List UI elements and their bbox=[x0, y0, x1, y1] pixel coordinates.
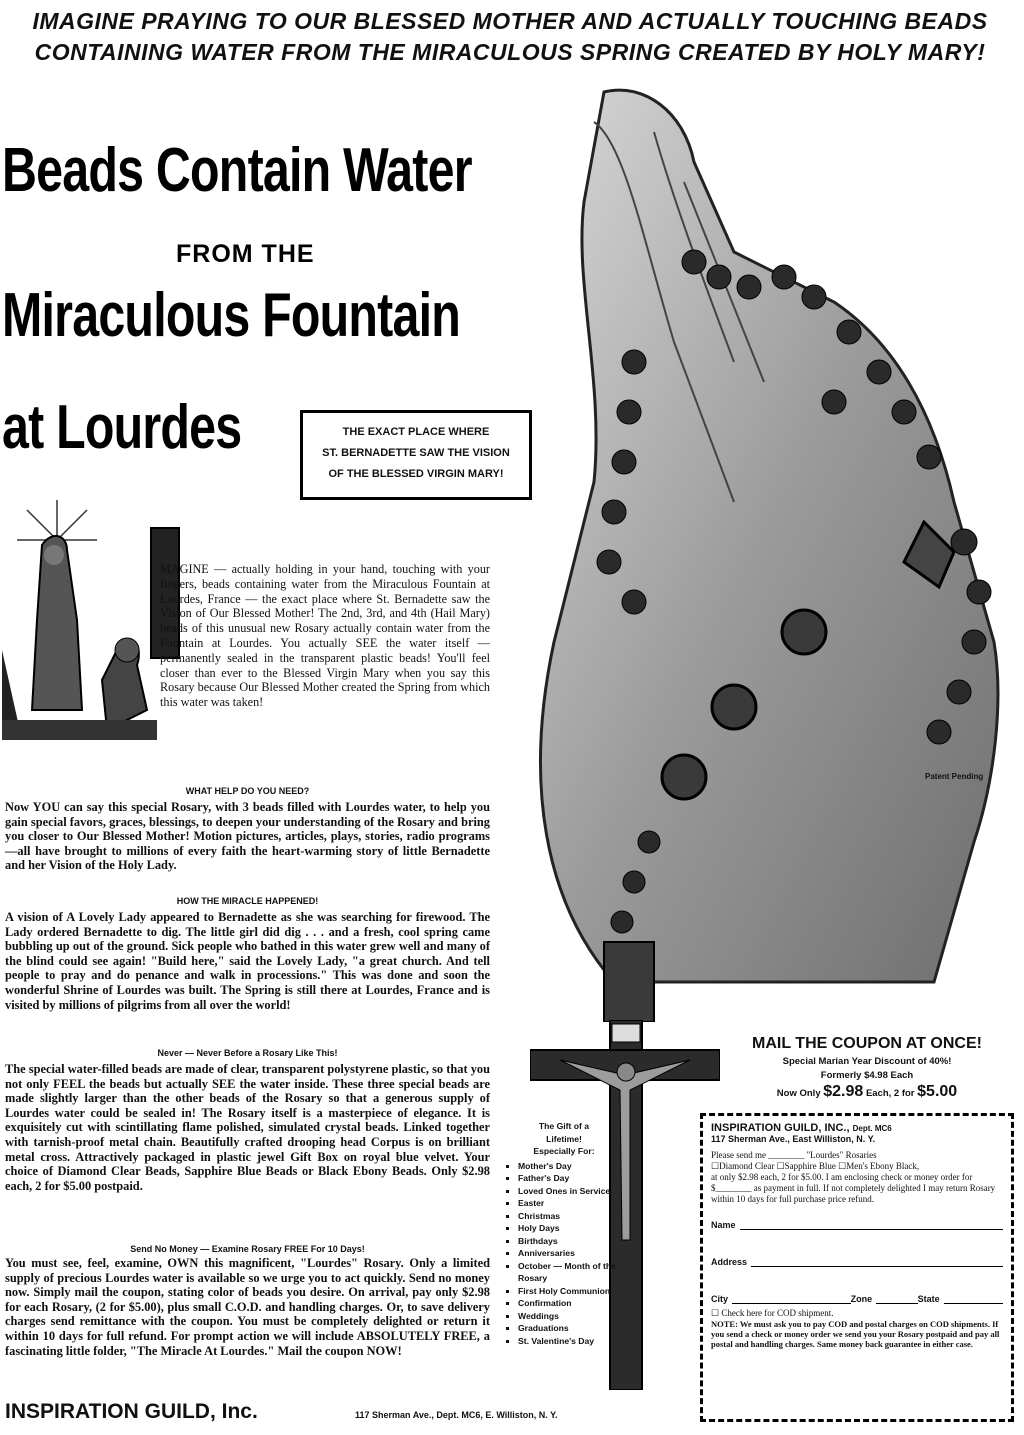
headline-line-4: at Lourdes bbox=[2, 393, 242, 462]
option-checkbox[interactable]: ☐ bbox=[776, 1161, 785, 1171]
headline-line-3: Miraculous Fountain bbox=[2, 281, 461, 350]
section-heading-help: WHAT HELP DO YOU NEED? bbox=[185, 786, 310, 796]
discount-text: Special Marian Year Discount of 40%! bbox=[782, 1056, 952, 1067]
patent-note: Patent Pending bbox=[925, 772, 984, 781]
location-callout-box bbox=[300, 410, 532, 500]
zone-field[interactable] bbox=[876, 1293, 918, 1304]
option-diamond-clear: Diamond Clear bbox=[719, 1161, 775, 1171]
gift-item: ▪ Birthdays bbox=[518, 1235, 620, 1248]
gift-title-1: The Gift of a bbox=[538, 1121, 590, 1131]
gift-item: ▪ Holy Days bbox=[518, 1222, 620, 1235]
callout-line-1: THE EXACT PLACE WHERE bbox=[342, 426, 490, 438]
gift-item: ▪ Confirmation bbox=[518, 1297, 620, 1310]
gift-item: ▪ Weddings bbox=[518, 1310, 620, 1323]
gift-item: ▪ Loved Ones in Service bbox=[518, 1185, 620, 1198]
option-ebony-black: Men's Ebony Black, bbox=[846, 1161, 920, 1171]
section-text-help: Now YOU can say this special Rosary, with 3 beads filled with Lourdes water, to help you gain special favors, graces, blessings, to deepen your understanding of the Rosary and bring you closer to Our Blessed Mother! Motion pictures, articles, plays, stories, radio programs—all have brought to millions of every faith the heart-warming story of little Bernadette and her Vision of the Holy Lady. bbox=[5, 800, 490, 873]
headline-line-2: FROM THE bbox=[176, 240, 315, 268]
intro-paragraph: MAGINE — actually holding in your hand, touching with your fingers, beads containing water from the Miraculous Fountain at Lourdes, France — the exact place where St. Bernadette saw the Vision of Our Blessed Mother! The 2nd, 3rd, and 4th (Hail Mary) beads of this unusual new Rosary actually contain water from the Fountain at Lourdes. You actually SEE the water itself — permanently sealed in the transparent plastic beads! You'll feel closer than ever to the Blessed Virgin Mary when you say this Rosary because Our Blessed Mother created the Spring from which this water was taken! bbox=[160, 562, 490, 710]
coupon-company: INSPIRATION GUILD, INC., bbox=[711, 1122, 850, 1134]
gift-list bbox=[508, 1120, 620, 1347]
callout-line-3: OF THE BLESSED VIRGIN MARY! bbox=[328, 468, 504, 480]
name-label: Name bbox=[711, 1220, 736, 1230]
headline-line-1: Beads Contain Water bbox=[2, 136, 472, 205]
tagline bbox=[20, 6, 1000, 68]
gift-item: ▪ Christmas bbox=[518, 1210, 620, 1223]
now-mid: Each, 2 for bbox=[865, 1088, 915, 1099]
state-label: State bbox=[917, 1294, 940, 1304]
state-field[interactable] bbox=[944, 1293, 1003, 1304]
gift-item: ▪ Graduations bbox=[518, 1322, 620, 1335]
coupon-name-row bbox=[711, 1219, 1003, 1230]
gift-item: ▪ Mother's Day bbox=[518, 1160, 620, 1173]
section-heading-send-no-money: Send No Money — Examine Rosary FREE For 10 Days! bbox=[130, 1244, 365, 1254]
gift-title-3: Especially For: bbox=[533, 1146, 595, 1156]
zone-label: Zone bbox=[850, 1294, 873, 1304]
order-coupon[interactable] bbox=[700, 1113, 1014, 1422]
coupon-options bbox=[711, 1161, 1003, 1172]
footer-address: 117 Sherman Ave., Dept. MC6, E. Williston, N. Y. bbox=[355, 1410, 558, 1420]
callout-line-2: ST. BERNADETTE SAW THE VISION bbox=[322, 447, 510, 459]
section-text-send-no-money: You must see, feel, examine, OWN this magnificent, "Lourdes" Rosary. Only a limited supply of precious Lourdes water is available so we urge you to act quickly. Send no money now. Simply mail the coupon, stating color of beads you desire. On arrival, pay only $2.98 for each Rosary, (2 for $5.00), plus small C.O.D. and handling charges. Or, to save delivery charges send remittance with the coupon. You must be completely delighted or return it within 10 days for full refund. For prompt action we will include ABSOLUTELY FREE, a fascinating little folder, "The Miracle At Lourdes." Mail the coupon NOW! bbox=[5, 1256, 490, 1358]
gift-item: ▪ Easter bbox=[518, 1197, 620, 1210]
city-field[interactable] bbox=[732, 1293, 851, 1304]
mail-offer bbox=[712, 1035, 1022, 1101]
section-heading-miracle: HOW THE MIRACLE HAPPENED! bbox=[176, 896, 319, 906]
option-sapphire-blue: Sapphire Blue bbox=[784, 1161, 836, 1171]
coupon-address-row bbox=[711, 1256, 1003, 1267]
now-price-2: $5.00 bbox=[917, 1083, 958, 1100]
gift-item: ▪ First Holy Communion bbox=[518, 1285, 620, 1298]
name-field[interactable] bbox=[740, 1219, 1003, 1230]
formerly-price: Formerly $4.98 Each bbox=[820, 1070, 914, 1081]
vision-of-mary-illustration bbox=[2, 500, 157, 740]
option-checkbox[interactable]: ☐ bbox=[838, 1161, 847, 1171]
coupon-city-row bbox=[711, 1293, 1003, 1304]
footer-company-name: INSPIRATION GUILD, Inc. bbox=[5, 1400, 258, 1423]
city-label: City bbox=[711, 1294, 729, 1304]
address-field[interactable] bbox=[751, 1256, 1003, 1267]
gift-item: ▪ Anniversaries bbox=[518, 1247, 620, 1260]
cod-label: Check here for COD shipment. bbox=[721, 1308, 834, 1318]
gift-item: ▪ St. Valentine's Day bbox=[518, 1335, 620, 1348]
cod-checkbox[interactable]: ☐ bbox=[711, 1308, 720, 1318]
option-checkbox[interactable]: ☐ bbox=[711, 1161, 720, 1171]
gift-title-2: Lifetime! bbox=[546, 1133, 582, 1144]
coupon-dept: Dept. MC6 bbox=[852, 1124, 892, 1133]
cod-row bbox=[711, 1308, 1003, 1319]
section-text-never-before: The special water-filled beads are made of clear, transparent polystyrene plastic, so that you not only FEEL the beads but actually SEE the water inside. These three special beads are made slightly larger than the other beads of the Rosary so that a generous supply of Lourdes water could be sealed in! The Rosary itself is a masterpiece of elegance. It is exquisitely cut with scintillating flame polished, simulated crystal beads. Linked together with tarnish-proof metal chain. Beautifully crafted drooping head Corpus is on brilliant metal cross. Attractively packaged in plastic jewel Gift Box on royal blue velvet. Your choice of Diamond Clear Beads, Sapphire Blue Beads or Black Ebony Beads. Only $2.98 each, 2 for $5.00 postpaid. bbox=[5, 1062, 490, 1193]
coupon-order-text: Please send me ________ "Lourdes" Rosaries bbox=[711, 1150, 877, 1160]
now-price-line bbox=[712, 1083, 1022, 1101]
now-price: $2.98 bbox=[823, 1083, 864, 1100]
now-prefix: Now Only bbox=[776, 1088, 821, 1099]
section-text-miracle: A vision of A Lovely Lady appeared to Bernadette as she was searching for firewood. The Lady ordered Bernadette to dig. The little girl did dig . . . and a fresh, cool spring came bubbling up out of the ground. Sick people who bathed in this water grew well and many of the blind could see again! "Build here," said the Lovely Lady, "a great church. And tell people to pray and do penance and walk in processions." This was done and soon the wonderful Shrine of Lourdes was built. The Spring is still there at Lourdes, France and is visited by millions of pilgrims from all over the world! bbox=[5, 910, 490, 1012]
section-heading-never-before: Never — Never Before a Rosary Like This! bbox=[157, 1048, 338, 1058]
mail-headline: MAIL THE COUPON AT ONCE! bbox=[752, 1035, 982, 1052]
coupon-note: NOTE: We must ask you to pay COD and postal charges on COD shipments. If you send a check or money order we send you your Rosary postpaid and pay all postal and handling charges. Same money back guarantee in either case. bbox=[711, 1319, 1000, 1349]
gift-item: ▪ October — Month of the Rosary bbox=[518, 1260, 620, 1285]
gift-item: ▪ Father's Day bbox=[518, 1172, 620, 1185]
tagline-line-2: CONTAINING WATER FROM THE MIRACULOUS SPRING CREATED BY HOLY MARY! bbox=[34, 39, 986, 65]
praying-hands-rosary-illustration bbox=[534, 82, 1022, 1022]
coupon-address: 117 Sherman Ave., East Williston, N. Y. bbox=[711, 1134, 876, 1144]
tagline-line-1: IMAGINE PRAYING TO OUR BLESSED MOTHER AND ACTUALLY TOUCHING BEADS bbox=[32, 8, 988, 34]
coupon-order-text-2: at only $2.98 each, 2 for $5.00. I am enclosing check or money order for $________ as payment in full. If not completely delighted I may return Rosary within 10 days for full purchase price refund. bbox=[711, 1172, 996, 1204]
address-label: Address bbox=[711, 1257, 748, 1267]
